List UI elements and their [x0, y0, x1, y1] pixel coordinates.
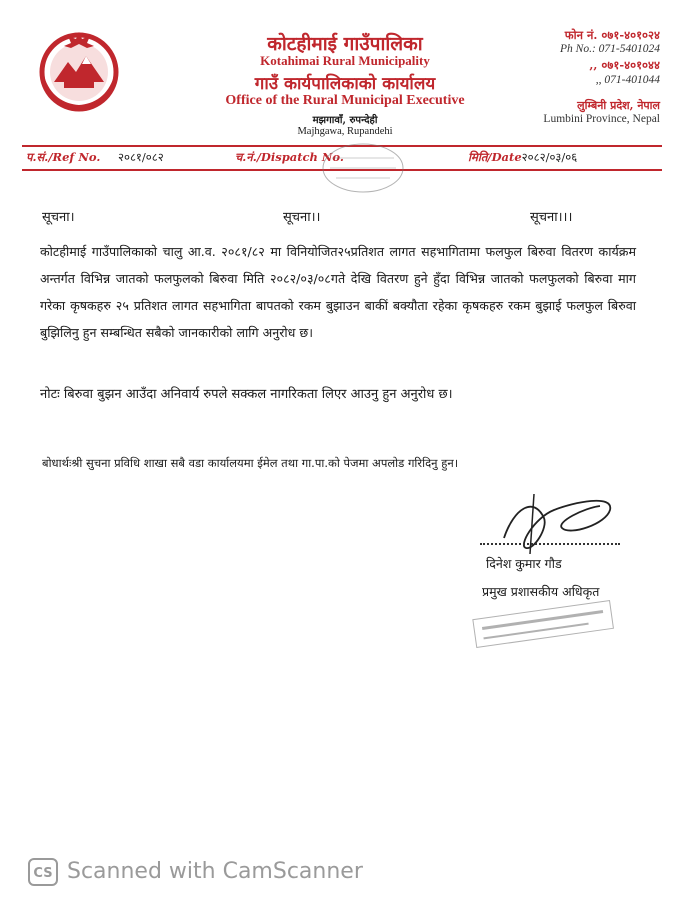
- date-value: २०८२/०३/०६: [521, 150, 578, 164]
- svg-text:CS: CS: [33, 866, 53, 881]
- signatory-title: प्रमुख प्रशासकीय अधिकृत: [482, 584, 600, 599]
- ref-number: [26, 150, 164, 165]
- province-english: Lumbini Province, Nepal: [543, 113, 660, 125]
- ref-label: प.सं./Ref No.: [26, 150, 101, 164]
- notice-heading-left: सूचना।: [42, 210, 75, 225]
- ref-value: २०८१/०८२: [117, 150, 164, 164]
- phone-nepali-1: फोन नं. ०७१-४०१०२४: [564, 28, 660, 42]
- signatory-name: दिनेश कुमार गौड: [486, 556, 562, 571]
- camscanner-logo-icon: [28, 858, 58, 886]
- notice-heading-middle: सूचना।।: [283, 210, 321, 225]
- camscanner-watermark-text: Scanned with CamScanner: [67, 859, 363, 884]
- date-field: [468, 150, 577, 165]
- header-office-nepali: गाउँ कार्यपालिकाको कार्यालय: [254, 74, 436, 94]
- header-office-english: Office of the Rural Municipal Executive: [225, 93, 465, 108]
- dispatch-label: च.नं./Dispatch No.: [235, 150, 344, 164]
- cc-line: बोधार्थःश्री सुचना प्रविधि शाखा सबै वडा कार्यालयमा ईमेल तथा गा.पा.को पेजमा अपलोड गरिदिनु हुन।: [42, 456, 459, 470]
- header-address-nepali: मझगावाँ, रुपन्देही: [312, 115, 378, 126]
- header-title-english: Kotahimai Rural Municipality: [260, 53, 430, 68]
- office-seal-stamp: [318, 140, 408, 202]
- header-address-english: Majhgawa, Rupandehi: [297, 126, 393, 137]
- date-label: मिति/Date: [468, 150, 522, 164]
- signatory-stamp: [468, 598, 618, 648]
- header-title-nepali: कोटहीमाई गाउँपालिका: [267, 33, 423, 55]
- municipality-emblem-logo: [38, 26, 120, 114]
- signature-line: [480, 543, 620, 545]
- phone-english-1: Ph No.: 071-5401024: [560, 43, 660, 55]
- province-nepali: लुम्बिनी प्रदेश, नेपाल: [577, 99, 660, 112]
- handwritten-signature: [474, 488, 624, 560]
- phone-nepali-2: ,, ०७१-४०१०४४: [589, 58, 660, 72]
- notice-heading-right: सूचना।।।: [530, 210, 573, 225]
- phone-english-2: ,, 071-401044: [595, 74, 660, 86]
- notice-paragraph: कोटहीमाई गाउँपालिकाको चालु आ.व. २०८१/८२ मा विनियोजित२५प्रतिशत लागत सहभागितामा फलफुल बिरुवा वितरण कार्यक्रम अन्तर्गत विभिन्न जातको फलफुलको बिरुवा मिति २०८२/०३/०८गते देखि वितरण हुने हुँदा विभिन्न जातको फलफुलको बिरुवा माग गरेका कृषकहरु २५ प्रतिशत लागत सहभागिता बापतको रकम बुझाउन बाकीं बक्यौता रहेका कृषकहरु रकम बुझाई फलफुल बिरुवा बुझिलिनु हुन सम्बन्धित सबैको जानकारीको लागि अनुरोध छ।: [40, 244, 636, 340]
- notice-note: नोटः बिरुवा बुझन आउँदा अनिवार्य रुपले सक्कल नागरिकता लिएर आउनु हुन अनुरोध छ।: [40, 387, 453, 402]
